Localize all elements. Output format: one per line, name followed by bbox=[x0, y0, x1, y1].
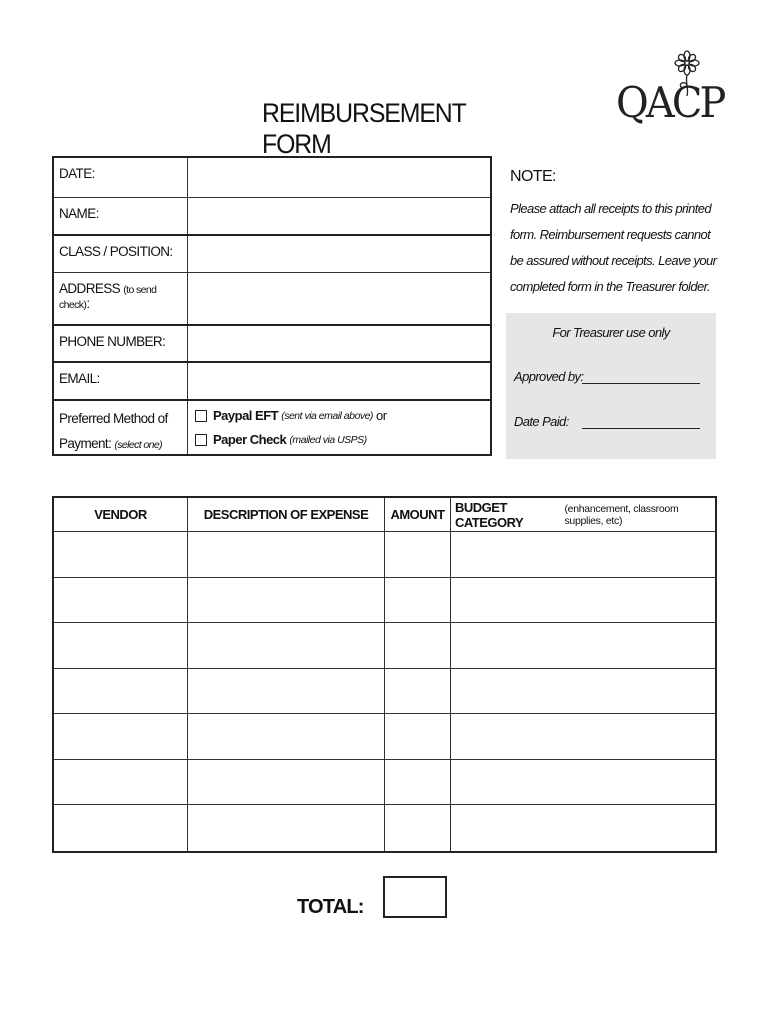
treasurer-heading: For Treasurer use only bbox=[552, 325, 670, 340]
expense-row bbox=[54, 532, 715, 578]
expense-row bbox=[54, 623, 715, 669]
date-label: DATE: bbox=[54, 158, 188, 197]
total-label: TOTAL: bbox=[297, 896, 364, 918]
approved-label: Approved by: bbox=[514, 369, 584, 384]
expense-row bbox=[54, 714, 715, 760]
amount-cell[interactable] bbox=[385, 623, 451, 668]
vendor-cell[interactable] bbox=[54, 623, 188, 668]
category-cell[interactable] bbox=[451, 532, 715, 577]
payment-label-text: Payment: bbox=[59, 436, 112, 451]
check-checkbox[interactable] bbox=[195, 434, 207, 446]
vendor-cell[interactable] bbox=[54, 714, 188, 759]
email-field[interactable] bbox=[188, 363, 490, 399]
paypal-suffix: or bbox=[376, 408, 387, 423]
description-cell[interactable] bbox=[188, 760, 385, 805]
paypal-label: Paypal EFT bbox=[213, 408, 279, 423]
name-row bbox=[54, 198, 490, 236]
phone-field[interactable] bbox=[188, 326, 490, 361]
expense-row bbox=[54, 578, 715, 624]
address-field[interactable] bbox=[188, 273, 490, 324]
category-header bbox=[451, 498, 715, 531]
amount-cell[interactable] bbox=[385, 760, 451, 805]
expense-table bbox=[52, 496, 717, 853]
payment-label-line1: Preferred Method of bbox=[59, 411, 168, 426]
expense-header-row bbox=[54, 498, 715, 532]
check-option[interactable] bbox=[195, 432, 490, 447]
category-cell[interactable] bbox=[451, 578, 715, 623]
description-cell[interactable] bbox=[188, 578, 385, 623]
note-heading: NOTE: bbox=[510, 168, 556, 185]
paypal-note: (sent via email above) bbox=[281, 409, 373, 422]
category-header-note: (enhancement, classroom supplies, etc) bbox=[564, 502, 679, 527]
paypal-checkbox[interactable] bbox=[195, 410, 207, 422]
vendor-cell[interactable] bbox=[54, 805, 188, 851]
category-cell[interactable] bbox=[451, 714, 715, 759]
address-label bbox=[54, 273, 188, 324]
note-text: Please attach all receipts to this printed form. Reimbursement requests cannot be assured without receipts. Leave your completed form in the Treasurer folder. bbox=[510, 201, 717, 294]
vendor-cell[interactable] bbox=[54, 760, 188, 805]
description-cell[interactable] bbox=[188, 805, 385, 851]
payment-row bbox=[54, 401, 490, 454]
address-row bbox=[54, 273, 490, 326]
total-field[interactable] bbox=[383, 876, 447, 918]
description-header: DESCRIPTION OF EXPENSE bbox=[188, 498, 385, 531]
description-cell[interactable] bbox=[188, 669, 385, 714]
check-note: (mailed via USPS) bbox=[289, 433, 367, 446]
description-cell[interactable] bbox=[188, 623, 385, 668]
expense-row bbox=[54, 669, 715, 715]
email-row bbox=[54, 363, 490, 401]
phone-row bbox=[54, 326, 490, 363]
payment-label-note: (select one) bbox=[114, 439, 163, 451]
date-paid-line[interactable] bbox=[582, 428, 700, 429]
vendor-cell[interactable] bbox=[54, 578, 188, 623]
amount-cell[interactable] bbox=[385, 669, 451, 714]
address-label-suffix: : bbox=[86, 296, 90, 311]
treasurer-box bbox=[506, 313, 716, 459]
category-cell[interactable] bbox=[451, 669, 715, 714]
category-cell[interactable] bbox=[451, 805, 715, 851]
description-cell[interactable] bbox=[188, 714, 385, 759]
name-field[interactable] bbox=[188, 198, 490, 234]
phone-label: PHONE NUMBER: bbox=[54, 326, 188, 361]
description-cell[interactable] bbox=[188, 532, 385, 577]
expense-row bbox=[54, 760, 715, 806]
approved-line[interactable] bbox=[582, 383, 700, 384]
check-label: Paper Check bbox=[213, 432, 287, 447]
info-table bbox=[52, 156, 492, 456]
expense-row bbox=[54, 805, 715, 851]
category-header-text: BUDGET CATEGORY bbox=[455, 499, 524, 530]
amount-cell[interactable] bbox=[385, 714, 451, 759]
payment-label bbox=[54, 401, 188, 454]
form-title: REIMBURSEMENT FORM bbox=[262, 98, 466, 159]
class-position-label: CLASS / POSITION: bbox=[54, 236, 188, 272]
logo-text: QACP bbox=[616, 78, 724, 127]
amount-cell[interactable] bbox=[385, 532, 451, 577]
paypal-option[interactable] bbox=[195, 408, 490, 423]
email-label: EMAIL: bbox=[54, 363, 188, 399]
payment-label-line2 bbox=[59, 431, 187, 458]
name-label: NAME: bbox=[54, 198, 188, 234]
class-position-field[interactable] bbox=[188, 236, 490, 272]
address-label-text: ADDRESS bbox=[59, 281, 121, 296]
vendor-header: VENDOR bbox=[54, 498, 188, 531]
date-field[interactable] bbox=[188, 158, 490, 197]
vendor-cell[interactable] bbox=[54, 532, 188, 577]
date-row bbox=[54, 158, 490, 198]
amount-cell[interactable] bbox=[385, 578, 451, 623]
category-cell[interactable] bbox=[451, 760, 715, 805]
amount-cell[interactable] bbox=[385, 805, 451, 851]
amount-header: AMOUNT bbox=[385, 498, 451, 531]
category-cell[interactable] bbox=[451, 623, 715, 668]
payment-options bbox=[188, 401, 490, 454]
date-paid-label: Date Paid: bbox=[514, 414, 569, 429]
class-position-row bbox=[54, 236, 490, 273]
address-label-note: (to send check) bbox=[59, 284, 157, 311]
qacp-logo bbox=[612, 48, 722, 158]
vendor-cell[interactable] bbox=[54, 669, 188, 714]
